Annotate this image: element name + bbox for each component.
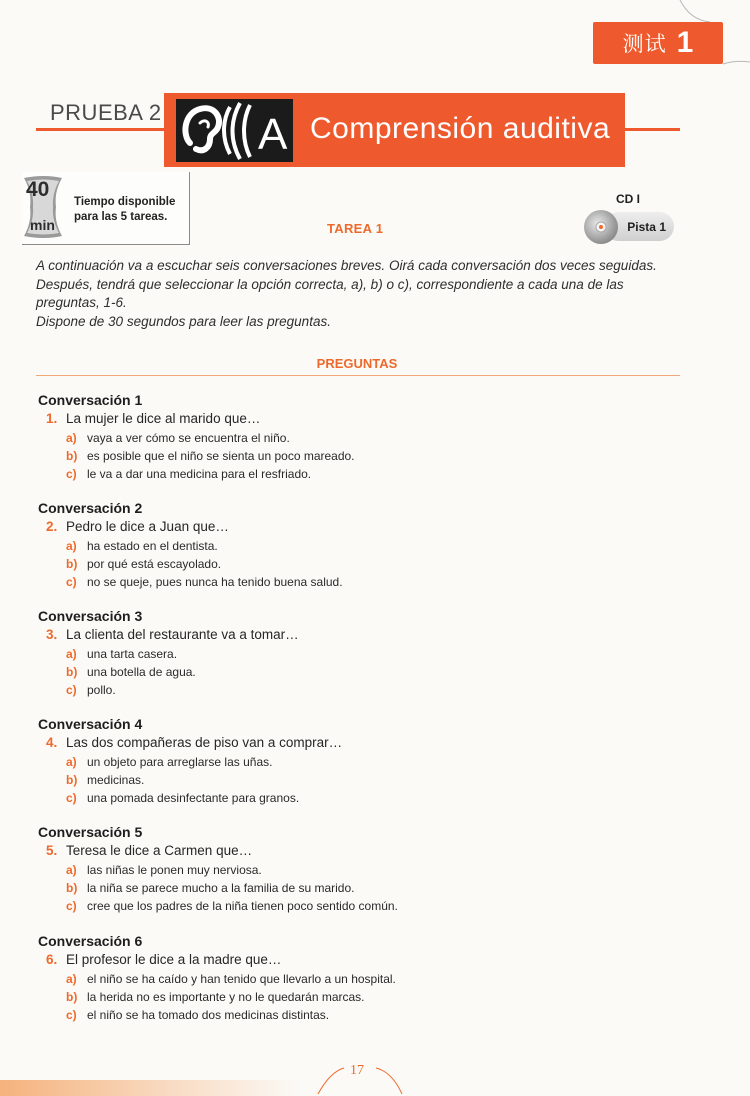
conversation-6 [38, 932, 678, 1024]
question [38, 625, 678, 645]
option-text: no se queje, pues nunca ha tenido buena salud. [87, 575, 343, 589]
option [38, 663, 678, 681]
option-text: el niño se ha tomado dos medicinas distintas. [87, 1008, 330, 1022]
option-text: le va a dar una medicina para el resfriado. [87, 467, 312, 481]
option-letter: b) [66, 881, 78, 895]
section-title: Comprensión auditiva [310, 112, 611, 145]
section-letter: A [258, 110, 288, 159]
option [38, 861, 678, 879]
option-letter: a) [66, 863, 77, 877]
option-text: la herida no es importante y no le quedarán marcas. [87, 990, 365, 1004]
option [38, 970, 678, 988]
time-unit: min [30, 217, 55, 233]
conversation-3 [38, 607, 678, 699]
question [38, 409, 678, 429]
option-text: la niña se parece mucho a la familia de su marido. [87, 881, 355, 895]
option-text: cree que los padres de la niña tienen poco sentido común. [87, 899, 398, 913]
page-number: 17 [350, 1063, 364, 1078]
question-number: 1. [46, 411, 58, 426]
question-number: 5. [46, 843, 58, 858]
option-letter: a) [66, 755, 77, 769]
option-text: el niño se ha caído y han tenido que llevarlo a un hospital. [87, 972, 396, 986]
conversation-4 [38, 715, 678, 807]
question-number: 2. [46, 519, 58, 534]
bottom-decoration [0, 1080, 300, 1096]
option-letter: c) [66, 791, 77, 805]
option [38, 645, 678, 663]
instructions-paragraph: A continuación va a escuchar seis conversaciones breves. Oirá cada conversación dos veces seguidas. Después, tendrá que seleccionar la opción correcta, a), b) o c), correspondiente a cada una de las preguntas, 1-6. [36, 258, 657, 310]
option [38, 537, 678, 555]
test-tab-label: 测试 [622, 32, 667, 56]
option [38, 753, 678, 771]
time-minutes: 40 [26, 178, 50, 201]
conversation-2 [38, 499, 678, 591]
option-text: un objeto para arreglarse las uñas. [87, 755, 273, 769]
cd-disc-icon [583, 209, 619, 245]
conversation-title: Conversación 5 [38, 824, 143, 840]
option [38, 555, 678, 573]
cd-label: CD I [616, 192, 640, 206]
option-text: una pomada desinfectante para granos. [87, 791, 300, 805]
option [38, 447, 678, 465]
conversation-title: Conversación 2 [38, 500, 143, 516]
tarea-title: TAREA 1 [327, 221, 384, 236]
option-letter: c) [66, 899, 77, 913]
option-letter: c) [66, 467, 77, 481]
option-letter: c) [66, 683, 77, 697]
option-text: una tarta casera. [87, 647, 178, 661]
option [38, 789, 678, 807]
option-text: una botella de agua. [87, 665, 196, 679]
ear-icon [176, 99, 293, 162]
option-letter: c) [66, 575, 77, 589]
option [38, 988, 678, 1006]
option-text: es posible que el niño se sienta un poco mareado. [87, 449, 355, 463]
question-number: 4. [46, 735, 58, 750]
time-description: Tiempo disponible para las 5 tareas. [74, 196, 176, 223]
question-text: Las dos compañeras de piso van a comprar… [66, 735, 343, 750]
option-letter: b) [66, 990, 78, 1004]
option [38, 771, 678, 789]
instructions-paragraph: Dispone de 30 segundos para leer las preguntas. [36, 313, 331, 329]
conversation-1 [38, 391, 678, 483]
option [38, 465, 678, 483]
conversation-title: Conversación 4 [38, 716, 143, 732]
preguntas-rule [36, 375, 680, 376]
test-tab [593, 22, 723, 64]
option-letter: b) [66, 557, 78, 571]
option-text: ha estado en el dentista. [87, 539, 218, 553]
option [38, 429, 678, 447]
option [38, 681, 678, 699]
option-letter: c) [66, 1008, 77, 1022]
preguntas-title: PREGUNTAS [316, 356, 398, 371]
option [38, 1006, 678, 1024]
option-text: medicinas. [87, 773, 145, 787]
conversation-title: Conversación 1 [38, 392, 143, 408]
option-text: pollo. [87, 683, 116, 697]
test-tab-number: 1 [676, 26, 694, 59]
option-text: por qué está escayolado. [87, 557, 222, 571]
question-text: Pedro le dice a Juan que… [66, 519, 229, 534]
question-number: 6. [46, 952, 58, 967]
option-letter: b) [66, 665, 78, 679]
question-text: El profesor le dice a la madre que… [66, 952, 282, 967]
question-number: 3. [46, 627, 58, 642]
question [38, 517, 678, 537]
option-letter: a) [66, 431, 77, 445]
question [38, 950, 678, 970]
question-text: Teresa le dice a Carmen que… [66, 843, 253, 858]
option [38, 573, 678, 591]
conversation-title: Conversación 3 [38, 608, 143, 624]
option-letter: b) [66, 449, 78, 463]
prueba-label: PRUEBA 2 [50, 100, 172, 126]
option [38, 879, 678, 897]
option-letter: b) [66, 773, 78, 787]
option [38, 897, 678, 915]
question [38, 733, 678, 753]
option-letter: a) [66, 972, 77, 986]
option-text: vaya a ver cómo se encuentra el niño. [87, 431, 290, 445]
track-label: Pista 1 [627, 219, 666, 234]
option-text: las niñas le ponen muy nerviosa. [87, 863, 262, 877]
option-letter: a) [66, 539, 77, 553]
conversation-title: Conversación 6 [38, 933, 143, 949]
question-text: La mujer le dice al marido que… [66, 411, 261, 426]
option-letter: a) [66, 647, 77, 661]
question-text: La clienta del restaurante va a tomar… [66, 627, 299, 642]
question [38, 841, 678, 861]
instructions [36, 257, 684, 331]
conversation-5 [38, 823, 678, 915]
